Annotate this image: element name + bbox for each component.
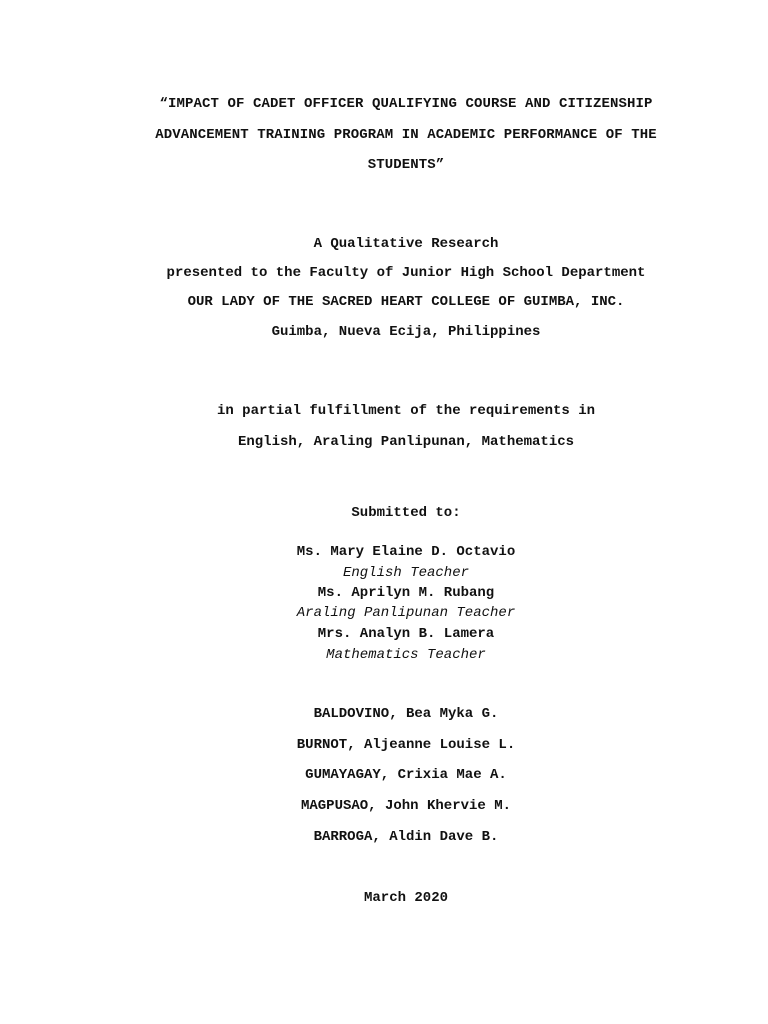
teacher-name: Ms. Mary Elaine D. Octavio <box>296 544 516 560</box>
institution-name: OUR LADY OF THE SACRED HEART COLLEGE OF GUIMBA, INC. <box>187 294 625 310</box>
title-line-2: ADVANCEMENT TRAINING PROGRAM IN ACADEMIC PERFORMANCE OF THE <box>155 127 657 143</box>
author-name: BARROGA, Aldin Dave B. <box>313 829 499 845</box>
author-name: MAGPUSAO, John Khervie M. <box>300 798 512 814</box>
teacher-role: Araling Panlipunan Teacher <box>296 605 516 621</box>
teacher-role: English Teacher <box>342 565 470 581</box>
title-line-1: “IMPACT OF CADET OFFICER QUALIFYING COURSE AND CITIZENSHIP <box>159 96 653 112</box>
teacher-name: Mrs. Analyn B. Lamera <box>317 626 495 642</box>
author-name: GUMAYAGAY, Crixia Mae A. <box>305 767 507 783</box>
author-name: BURNOT, Aljeanne Louise L. <box>296 737 516 753</box>
teacher-name: Ms. Aprilyn M. Rubang <box>317 585 495 601</box>
title-line-3: STUDENTS” <box>367 157 445 173</box>
teacher-role: Mathematics Teacher <box>326 647 486 663</box>
fulfillment-line-1: in partial fulfillment of the requirements in <box>216 403 596 419</box>
author-name: BALDOVINO, Bea Myka G. <box>313 706 499 722</box>
submitted-heading: Submitted to: <box>351 505 461 521</box>
research-type: A Qualitative Research <box>313 236 499 252</box>
submission-date: March 2020 <box>363 890 448 906</box>
presented-to: presented to the Faculty of Junior High School Department <box>166 265 646 281</box>
fulfillment-subjects: English, Araling Panlipunan, Mathematics <box>237 434 575 450</box>
institution-location: Guimba, Nueva Ecija, Philippines <box>271 324 541 340</box>
